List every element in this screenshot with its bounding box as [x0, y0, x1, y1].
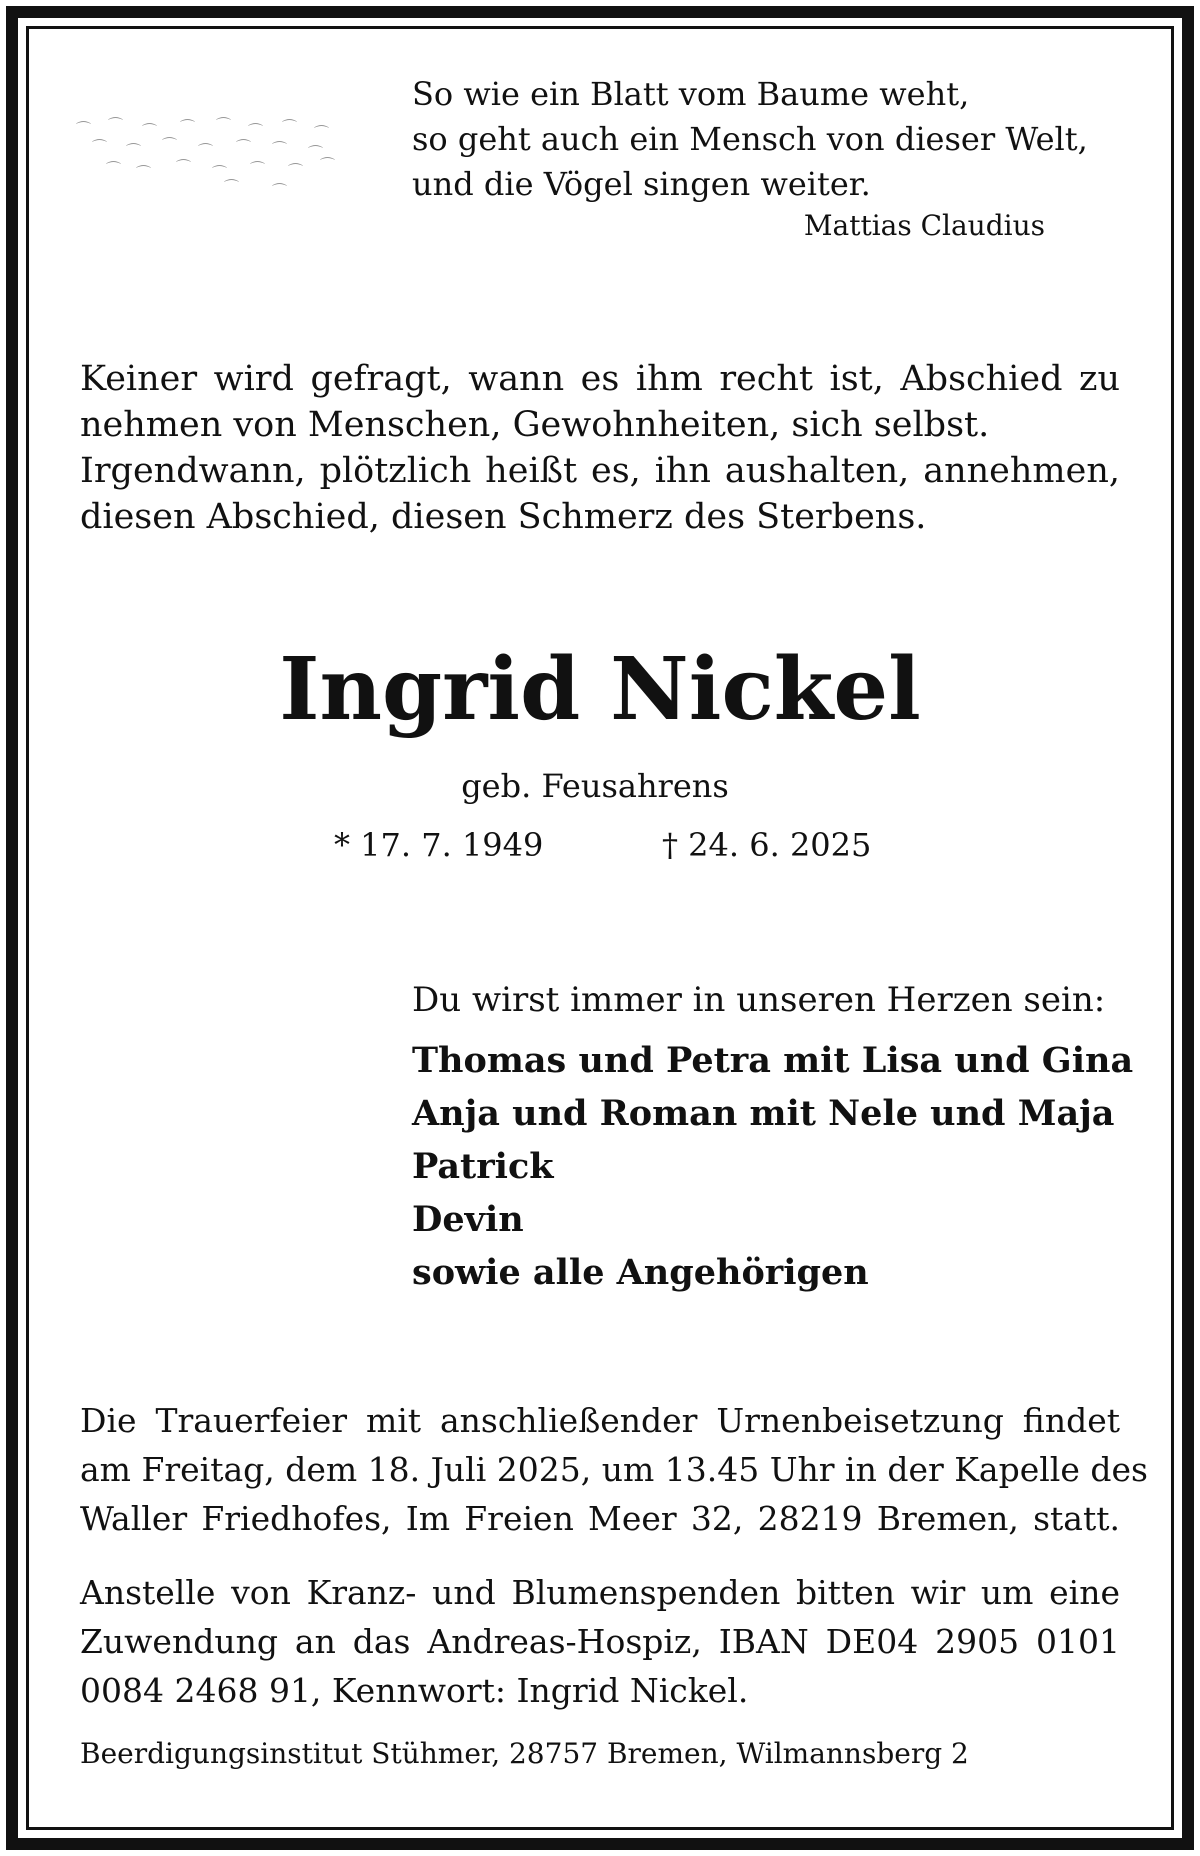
birth-date: * 17. 7. 1949 [334, 826, 544, 864]
maiden-name: geb. Feusahrens [461, 767, 729, 805]
family-member: Devin [412, 1199, 524, 1240]
intro-line: Keiner wird gefragt, wann es ihm recht ist, Abschied zu [80, 359, 1120, 399]
intro-line: nehmen von Menschen, Gewohnheiten, sich selbst. [80, 405, 990, 445]
donation-line: Anstelle von Kranz- und Blumenspenden bitten wir um eine [80, 1573, 1120, 1612]
service-line: am Freitag, dem 18. Juli 2025, um 13.45 Uhr in der Kapelle des [80, 1450, 1148, 1489]
intro-line: Irgendwann, plötzlich heißt es, ihn aushalten, annehmen, [80, 451, 1120, 491]
family-member: Patrick [412, 1146, 554, 1187]
flying-birds-icon: ⌒ ⌒ ⌒ ⌒ ⌒ ⌒ ⌒ ⌒ ⌒ ⌒ ⌒ ⌒ ⌒ ⌒ ⌒ ⌒ ⌒ ⌒ ⌒ ⌒ ⌒ ⌒ ⌒ ⌒ [76, 116, 336, 200]
family-intro: Du wirst immer in unseren Herzen sein: [412, 980, 1106, 1020]
intro-paragraph [80, 356, 1120, 540]
quote-author: Mattias Claudius [803, 209, 1045, 242]
service-line: Die Trauerfeier mit anschließender Urnenbeisetzung findet [80, 1401, 1120, 1440]
donation-line: Zuwendung an das Andreas-Hospiz, IBAN DE04 2905 0101 [80, 1622, 1120, 1661]
inner-frame-border [26, 26, 1174, 1830]
service-line: Waller Friedhofes, Im Freien Meer 32, 28219 Bremen, statt. [80, 1499, 1120, 1538]
family-member: Thomas und Petra mit Lisa und Gina [412, 1040, 1134, 1081]
family-member: sowie alle Angehörigen [412, 1252, 869, 1293]
quote-line: so geht auch ein Mensch von dieser Welt, [412, 120, 1088, 158]
family-member: Anja und Roman mit Nele und Maja [412, 1093, 1115, 1134]
quote-line: So wie ein Blatt vom Baume weht, [412, 75, 970, 113]
deceased-name: Ingrid Nickel [279, 639, 921, 740]
intro-line: diesen Abschied, diesen Schmerz des Sterbens. [80, 497, 927, 537]
donation-line: 0084 2468 91, Kennwort: Ingrid Nickel. [80, 1671, 749, 1710]
family-list [412, 1034, 1133, 1299]
funeral-service-info [80, 1396, 1148, 1543]
death-date: † 24. 6. 2025 [662, 826, 872, 864]
undertaker-info: Beerdigungsinstitut Stühmer, 28757 Bremen, Wilmannsberg 2 [80, 1737, 969, 1770]
donation-info [80, 1568, 1120, 1715]
poem-quote [412, 72, 1112, 207]
quote-line: und die Vögel singen weiter. [412, 165, 871, 203]
